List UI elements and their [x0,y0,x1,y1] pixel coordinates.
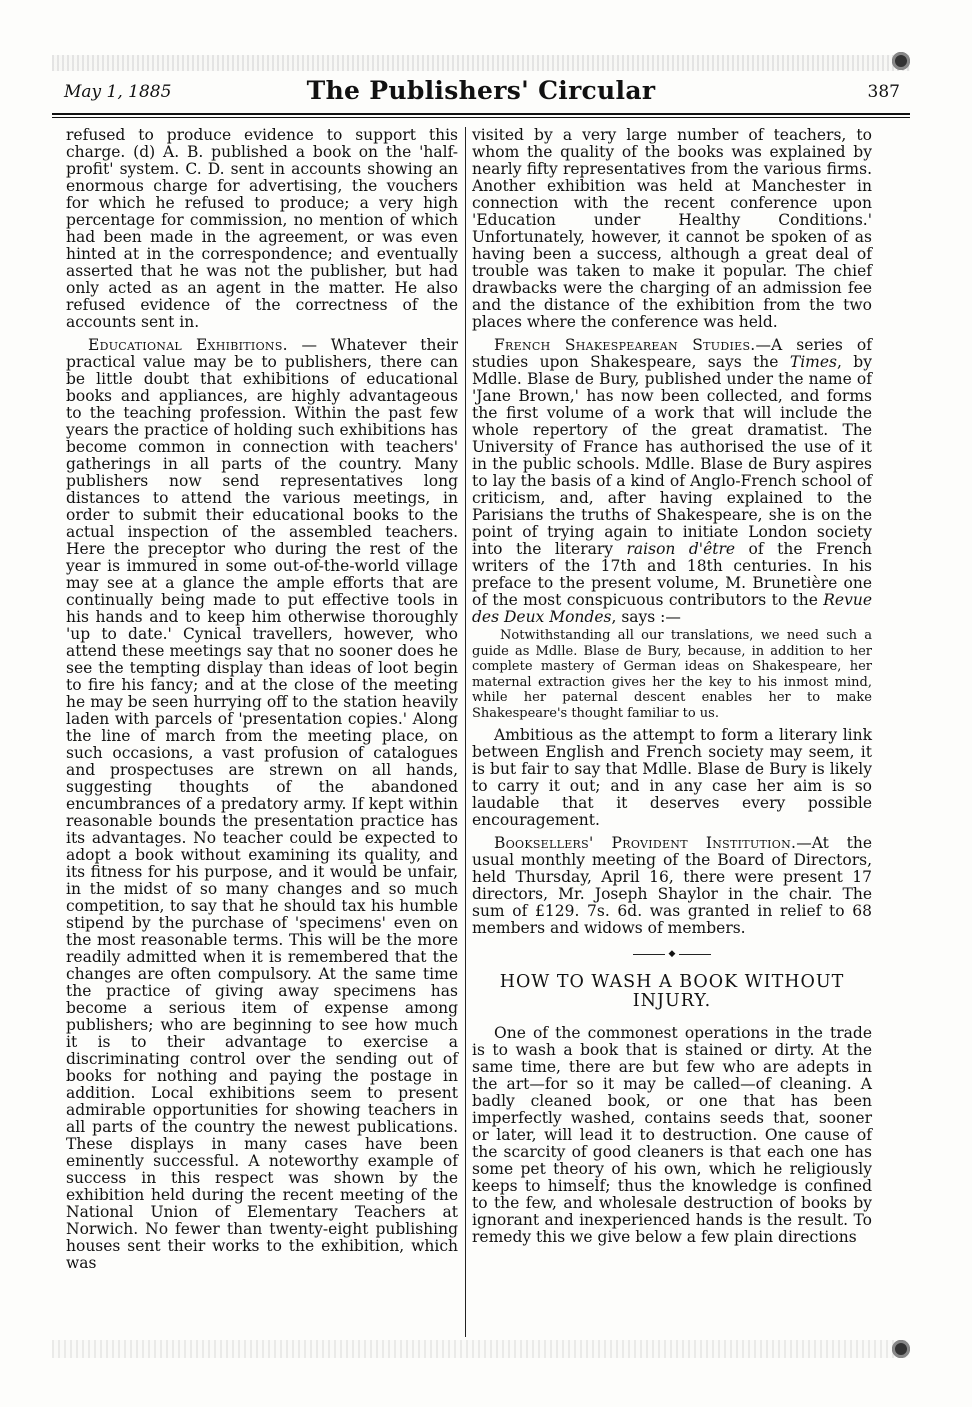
column-divider [465,127,466,1337]
bottom-margin-strip [52,1340,910,1358]
divider-line [633,954,665,955]
corner-seal-icon [892,52,910,70]
publication-title: The Publishers' Circular [306,76,656,105]
paragraph-body: — Whatever their practical value may be to publishers, there can be little doubt that exhibitions of educational books and appliances, are highly advantageous to the teaching profession. Within the past few years the practice of holding such exhibitions has become common in connection with teachers' gatherings in all parts of the country. Many publishers now send representatives long distances to attend the various meetings, in order to submit their educational books to the actual inspection of the assembled teachers. Here the preceptor who during the rest of the year is immured in some out-of-the-world village may see at a glance the ample efforts that are continually being made to put effective tools in his hands and to keep him otherwise thoroughly 'up to date.' Cynical travellers, however, who attend these meetings say that no sooner does he see the tempting display than ideas of loot begin to fire his fancy; and at the close of the meeting he may be seen hurrying off to the station heavily laden with parcels of 'presentation copies.' Along the line of march from the meeting place, on such occasions, a vast profusion of catalogues and prospectuses are strewn on all hands, suggesting thoughts of the abandoned encumbrances of a predatory army. If kept within reasonable bounds the presentation practice has its advantages. No teacher could be expected to adopt a book without examining its quality, and its fitness for his purpose, and it would be unfair, in the midst of so many changes and so much competition, to say that he should tax his humble stipend by the purchase of 'specimens' even on the most reasonable terms. This will be the more readily admitted when it is remembered that the changes are often compulsory. At the same time the practice of giving away specimens has become a serious item of expense among publishers; who are beginning to see how much it is to their advantage to exercise a discriminating control over the sending out of books for nothing and paying the postage in addition. Local exhibitions seem to present admirable opportunities for showing teachers in all parts of the country the newest publications. These displays in many cases have been eminently successful. A noteworthy example of success in this respect was shown by the exhibition held during the recent meeting of the National Union of Elementary Teachers at Norwich. No fewer than twenty-eight publishing houses sent their works to the exhibition, which was [66,336,458,1272]
text-run: , by Mdlle. Blase de Bury, published under the name of 'Jane Brown,' has now been collected, and forms the first volume of a work that will include the whole repertory of the great dramatist. The University of France has authorised the use of it in the public schools. Mdlle. Blase de Bury aspires to lay the basis of a kind of Anglo-French school of criticism, and, after having explained to the Parisians the truths of Shakespeare, she is on the point of trying again to initiate London society into the literary [472,353,872,558]
text-run: of the French writers of the 17th and 18th centuries. In his preface to the present volume, M. Brunetière one of the most conspicuous contributors to the [472,540,872,609]
right-column [472,127,872,1246]
issue-date: May 1, 1885 [64,82,172,102]
block-quote: Notwithstanding all our translations, we need such a guide as Mdlle. Blase de Bury, because, in addition to her complete mastery of German ideas on Shakespeare, her maternal extraction gives her the key to his inmost mind, while her paternal descent enables her to make Shakespeare's thought familiar to us. [472,628,872,721]
page-header [52,72,910,106]
paragraph-booksellers-provident [472,835,872,937]
header-rule [52,113,910,115]
italic-text: Times [789,353,837,371]
text-run: , says :— [611,608,681,626]
section-heading: Educational Exhibitions. [88,336,288,354]
diamond-icon: ◆ [668,949,676,959]
page-number: 387 [867,82,900,102]
paragraph-educational-exhibitions [66,337,458,1272]
header-rule-thin [52,117,910,118]
divider-line [679,954,711,955]
paragraph: One of the commonest operations in the trade is to wash a book that is stained or dirty. At the same time, there are but few who are adepts in the art—for so it may be called—of cleaning. A badly cleaned book, or one that has been imperfectly washed, contains seeds that, sooner or later, will lead it to destruction. One cause of the scarcity of good cleaners is that each one has some pet theory of his own, which he religiously keeps to himself; thus the knowledge is confined to the few, and wholesale destruction of books by ignorant and inexperienced hands is the result. To remedy this we give below a few plain directions [472,1024,872,1246]
paragraph: refused to produce evidence to support this charge. (d) A. B. published a book on the 'half-profit' system. C. D. sent in accounts showing an enormous charge for advertising, the vouchers for which he refused to produce; a very high percentage for commission, no mention of which had been made in the agreement, or was even hinted at in the correspondence; and eventually asserted that he was not the publisher, but had only acted as an agent in the matter. He also refused evidence of the correctness of the accounts sent in. [66,126,458,331]
left-column [66,127,458,1272]
section-heading: French Shakespearean Studies. [494,336,756,354]
ornamental-divider [472,951,872,957]
text-run: —A series of studies upon Shakespeare, says the [472,336,872,371]
italic-text: raison d'être [626,540,736,558]
paragraph: Ambitious as the attempt to form a literary link between English and French society may seem, it is but fair to say that Mdlle. Blase de Bury is likely to carry it out; and in any case her aim is so laudable that it deserves every possible encouragement. [472,726,872,829]
italic-text: Revue des Deux Mondes [472,591,872,626]
article-title: HOW TO WASH A BOOK WITHOUT INJURY. [499,972,845,1011]
paragraph: visited by a very large number of teachers, to whom the quality of the books was explained by nearly fifty representatives from the various firms. Another exhibition was held at Manchester in connection with the recent conference upon 'Education under Healthy Conditions.' Unfortunately, however, it cannot be spoken of as having been a success, although a great deal of trouble was taken to make it popular. The chief drawbacks were the charging of an admission fee and the distance of the exhibition from the two places where the conference was held. [472,126,872,331]
paragraph-body: —At the usual monthly meeting of the Board of Directors, held Thursday, April 16, there were present 17 directors, Mr. Joseph Shaylor in the chair. The sum of £129. 7s. 6d. was granted in relief to 68 members and widows of members. [472,834,872,937]
corner-seal-icon [892,1340,910,1358]
top-margin-strip [52,55,910,71]
paragraph-french-shakespearean-studies [472,337,872,626]
section-heading: Booksellers' Provident Institution. [494,834,797,852]
